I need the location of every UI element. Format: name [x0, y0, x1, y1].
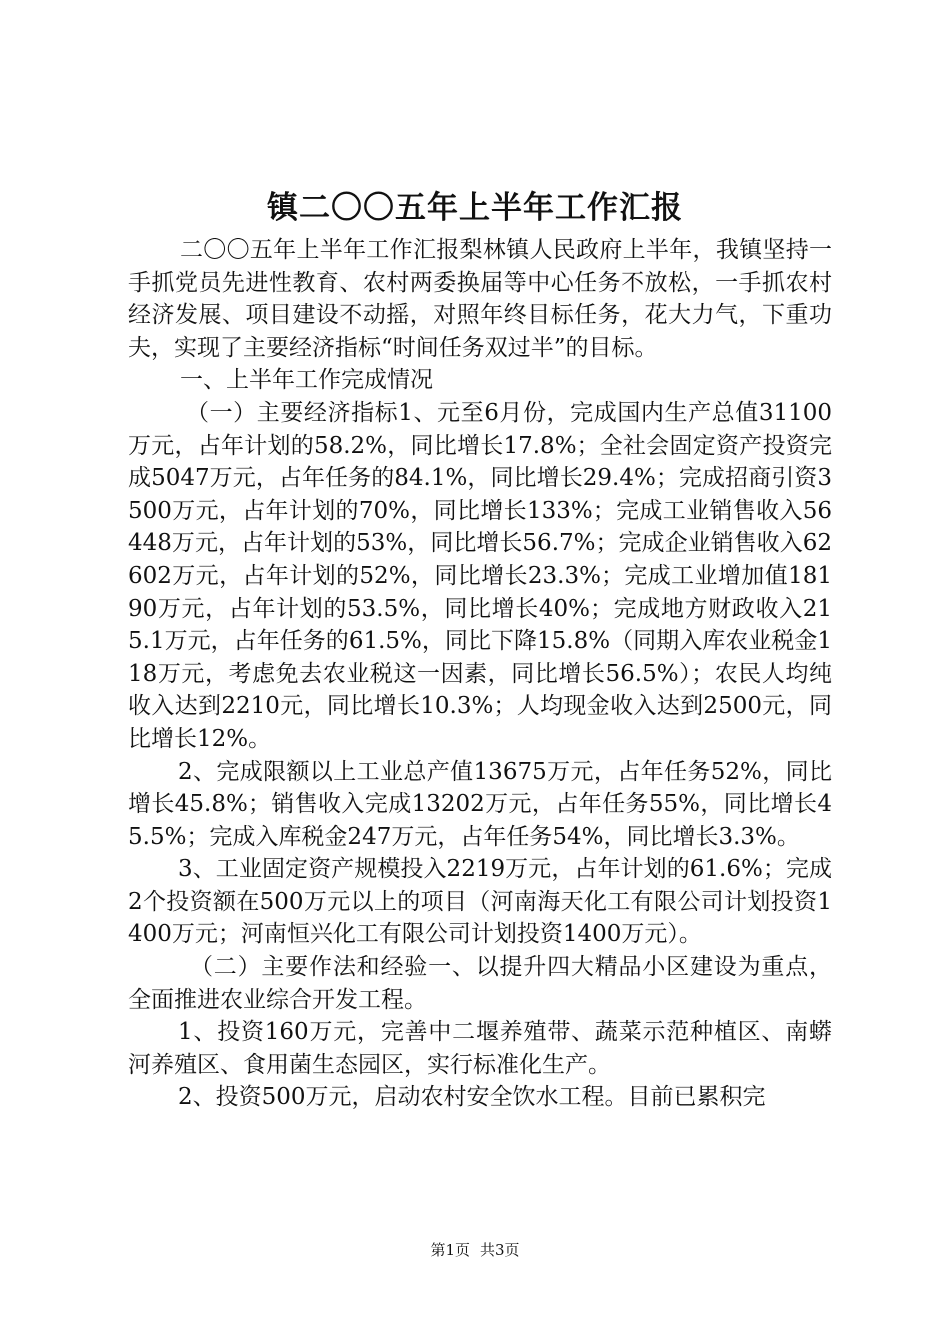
document-body	[128, 234, 832, 1114]
investment-paragraph-2: 2、投资500万元，启动农村安全饮水工程。目前已累积完	[178, 1084, 766, 1111]
investment-paragraph-1: 1、投资160万元，完善中二堰养殖带、蔬菜示范种植区、南蟒河养殖区、食用菌生态园区，实行标准化生产。	[128, 1019, 832, 1078]
fixed-assets-paragraph: 3、工业固定资产规模投入2219万元，占年计划的61.6%；完成2个投资额在500万元以上的项目（河南海天化工有限公司计划投资1400万元；河南恒兴化工有限公司计划投资1400万元）。	[128, 856, 832, 948]
page-total: 共3页	[480, 1241, 520, 1259]
page-number: 第1页	[430, 1241, 470, 1259]
document-title: 镇二〇〇五年上半年工作汇报	[267, 190, 683, 226]
economic-indicators-paragraph: （一）主要经济指标1、元至6月份，完成国内生产总值31100万元，占年计划的58.2%，同比增长17.8%；全社会固定资产投资完成5047万元，占年任务的84.1%，同比增长29.4%；完成招商引资3500万元，占年计划的70%，同比增长133%；完成工业销售收入56448万元，占年计划的53%，同比增长56.7%；完成企业销售收入62602万元，占年计划的52%，同比增长23.3%；完成工业增加值18190万元，占年计划的53.5%，同比增长40%；完成地方财政收入215.1万元，占年任务的61.5%，同比下降15.8%（同期入库农业税金118万元，考虑免去农业税这一因素，同比增长56.5%）；农民人均纯收入达到2210元，同比增长10.3%；人均现金收入达到2500元，同比增长12%。	[128, 399, 832, 752]
industrial-output-paragraph: 2、完成限额以上工业总产值13675万元，占年任务52%，同比增长45.8%；销售收入完成13202万元，占年任务55%，同比增长45.5%；完成入库税金247万元，占年任务54%，同比增长3.3%。	[128, 758, 832, 850]
methods-paragraph: （二）主要作法和经验一、以提升四大精品小区建设为重点，全面推进农业综合开发工程。	[128, 954, 832, 1013]
intro-paragraph: 二〇〇五年上半年工作汇报梨林镇人民政府上半年，我镇坚持一手抓党员先进性教育、农村两委换届等中心任务不放松，一手抓农村经济发展、项目建设不动摇，对照年终目标任务，花大力气，下重功夫，实现了主要经济指标“时间任务双过半”的目标。	[128, 237, 832, 361]
section-heading: 一、上半年工作完成情况	[180, 367, 433, 394]
page-footer	[0, 1240, 950, 1260]
